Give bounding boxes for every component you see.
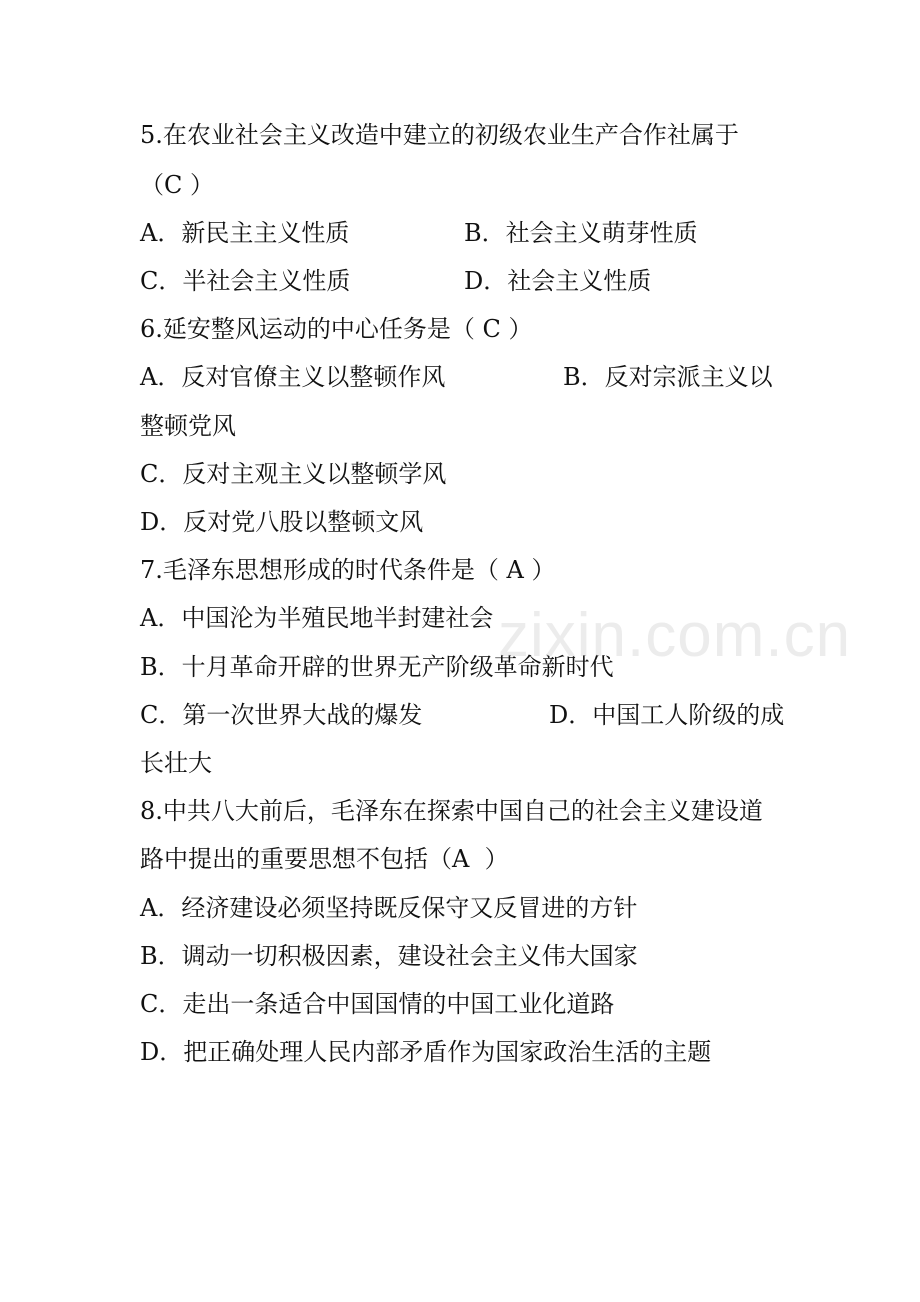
- question-7-option-d-continued: 长壮大: [140, 749, 212, 777]
- question-7-option-a: A．中国沦为半殖民地半封建社会: [140, 604, 494, 632]
- question-7-option-b: B．十月革命开辟的世界无产阶级革命新时代: [140, 653, 614, 681]
- question-8-option-a: A．经济建设必须坚持既反保守又反冒进的方针: [140, 894, 638, 922]
- question-5-option-b: B．社会主义萌芽性质: [464, 219, 698, 247]
- question-8-option-c: C．走出一条适合中国国情的中国工业化道路: [140, 990, 615, 1018]
- watermark: zixin.com.cn: [498, 601, 852, 670]
- question-8-option-b: B．调动一切积极因素，建设社会主义伟大国家: [140, 942, 638, 970]
- question-6-stem: 6.延安整风运动的中心任务是（ C ）: [140, 315, 533, 343]
- question-8-option-d: D．把正确处理人民内部矛盾作为国家政治生活的主题: [140, 1038, 712, 1066]
- question-8-stem-continued: 路中提出的重要思想不包括（A ）: [140, 845, 509, 873]
- question-6-option-d: D．反对党八股以整顿文风: [140, 508, 424, 536]
- question-8-stem: 8.中共八大前后，毛泽东在探索中国自己的社会主义建设道: [140, 797, 763, 825]
- question-7-option-d: D．中国工人阶级的成: [549, 701, 785, 729]
- question-7-option-c: C．第一次世界大战的爆发: [140, 701, 423, 729]
- question-5-option-a: A．新民主主义性质: [140, 219, 350, 247]
- question-5-stem: 5.在农业社会主义改造中建立的初级农业生产合作社属于: [140, 121, 739, 149]
- question-5-answer: （C ）: [140, 171, 214, 199]
- question-6-option-a: A．反对官僚主义以整顿作风: [140, 363, 446, 391]
- question-5-option-c: C．半社会主义性质: [140, 267, 351, 295]
- question-6-option-c: C．反对主观主义以整顿学风: [140, 460, 447, 488]
- question-7-stem: 7.毛泽东思想形成的时代条件是（ A ）: [140, 556, 556, 584]
- question-6-option-b: B．反对宗派主义以: [563, 363, 773, 391]
- question-6-option-b-continued: 整顿党风: [140, 412, 236, 440]
- question-5-option-d: D．社会主义性质: [464, 267, 652, 295]
